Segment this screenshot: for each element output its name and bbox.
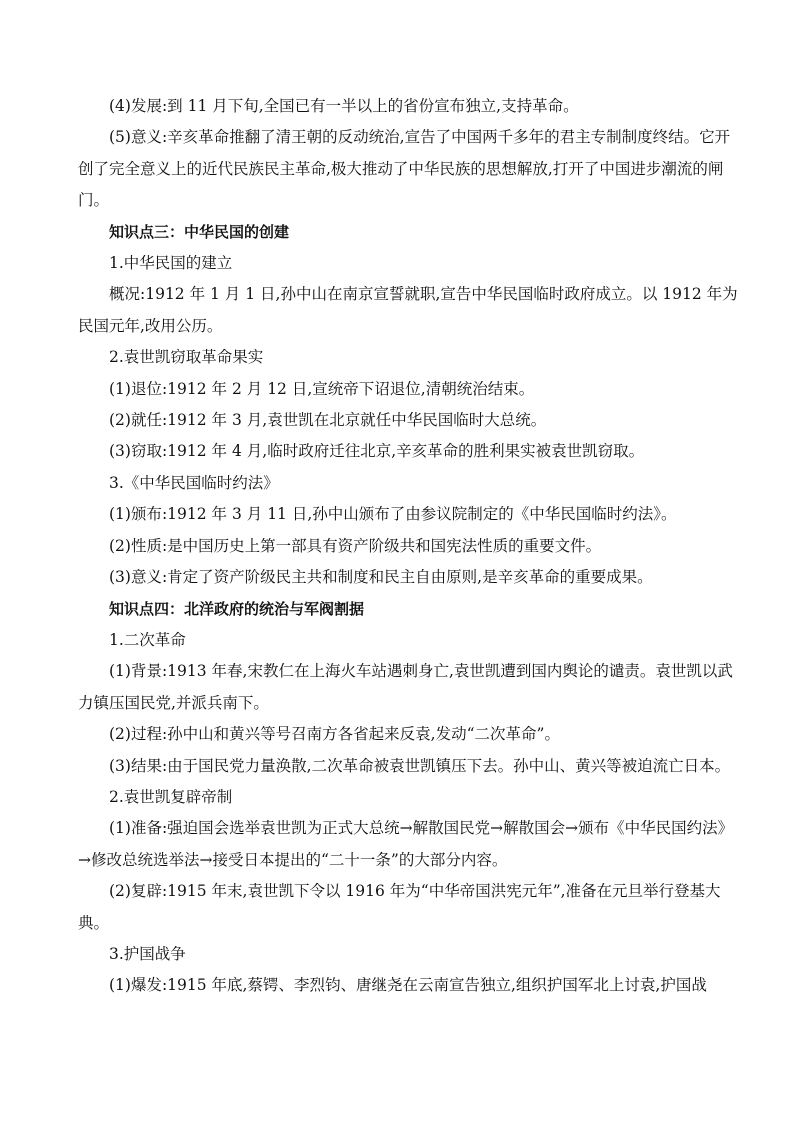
paragraph-inauguration: (2)就任:1912 年 3 月,袁世凯在北京就任中华民国临时大总统。 [109, 411, 547, 430]
paragraph-promulgation: (1)颁布:1912 年 3 月 11 日,孙中山颁布了由参议院制定的《中华民国临时约法》。 [109, 505, 677, 524]
paragraph-usurpation: (3)窃取:1912 年 4 月,临时政府迁往北京,辛亥革命的胜利果实被袁世凯窃取。 [109, 442, 645, 461]
paragraph-preparation: (1)准备:强迫国会选举袁世凯为正式大总统→解散国民党→解散国会→颁布《中华民国约法》→修改总统选举法→接受日本提出的“二十一条”的大部分内容。 [78, 819, 734, 869]
paragraph-nature: (2)性质:是中国历史上第一部具有资产阶级共和国宪法性质的重要文件。 [109, 536, 602, 555]
paragraph-background: (1)背景:1913 年春,宋教仁在上海火车站遇刺身亡,袁世凯遭到国内舆论的谴责。袁世凯以武力镇压国民党,并派兵南下。 [78, 662, 733, 712]
subheading-national-protection-war: 3.护国战争 [109, 944, 186, 963]
subheading-provisional-constitution: 3.《中华民国临时约法》 [109, 473, 279, 492]
subheading-yuan-usurps: 2.袁世凯窃取革命果实 [109, 348, 264, 367]
heading-knowledge-point-4: 知识点四：北洋政府的统治与军阀割据 [109, 599, 365, 618]
paragraph-outbreak: (1)爆发:1915 年底,蔡锷、李烈钧、唐继尧在云南宣告独立,组织护国军北上讨袁,护国战 [109, 976, 707, 995]
paragraph-process: (2)过程:孙中山和黄兴等号召南方各省起来反袁,发动“二次革命”。 [109, 725, 560, 744]
paragraph-constitution-significance: (3)意义:肯定了资产阶级民主共和制度和民主自由原则,是辛亥革命的重要成果。 [109, 568, 653, 587]
subheading-founding: 1.中华民国的建立 [109, 254, 233, 273]
paragraph-abdication: (1)退位:1912 年 2 月 12 日,宣统帝下诏退位,清朝统治结束。 [109, 379, 535, 398]
paragraph-result: (3)结果:由于国民党力量涣散,二次革命被袁世凯镇压下去。孙中山、黄兴等被迫流亡日本。 [109, 756, 731, 775]
subheading-monarchy-restoration: 2.袁世凯复辟帝制 [109, 787, 233, 806]
paragraph-overview: 概况:1912 年 1 月 1 日,孙中山在南京宣誓就职,宣告中华民国临时政府成立。以 1912 年为民国元年,改用公历。 [78, 285, 738, 335]
paragraph-significance: (5)意义:辛亥革命推翻了清王朝的反动统治,宣告了中国两千多年的君主专制制度终结。它开创了完全意义上的近代民族民主革命,极大推动了中华民族的思想解放,打开了中国进步潮流的闸门。 [78, 128, 731, 210]
subheading-second-revolution: 1.二次革命 [109, 630, 186, 649]
heading-knowledge-point-3: 知识点三：中华民国的创建 [109, 222, 290, 241]
paragraph-development: (4)发展:到 11 月下旬,全国已有一半以上的省份宣布独立,支持革命。 [109, 97, 579, 115]
document-body [78, 91, 738, 1002]
paragraph-restoration: (2)复辟:1915 年末,袁世凯下令以 1916 年为“中华帝国洪宪元年”,准备在元旦举行登基大典。 [78, 882, 721, 932]
